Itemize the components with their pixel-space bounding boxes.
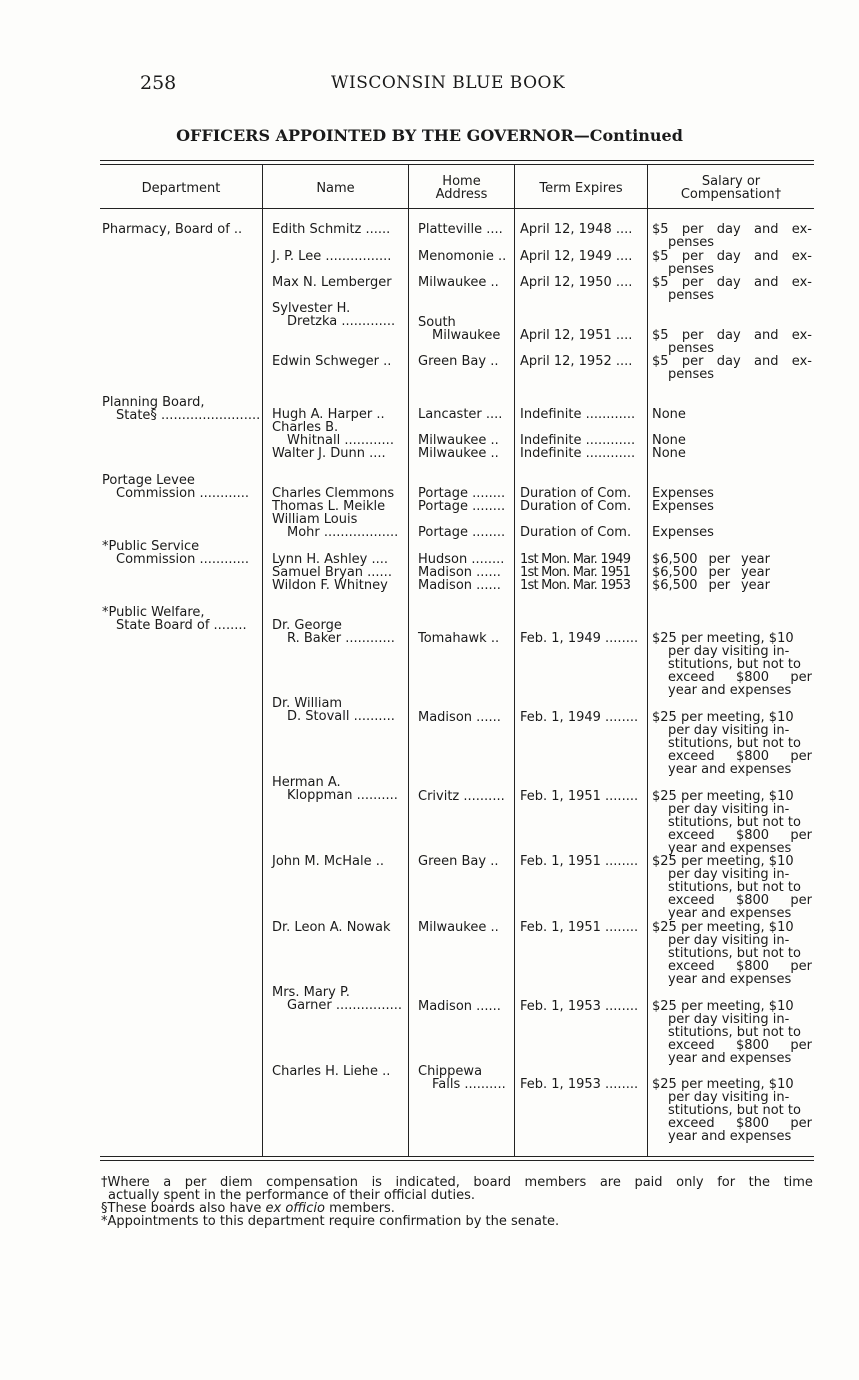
table-top-rule [100, 164, 814, 165]
term-expires: Feb. 1, 1951 ........ [520, 789, 639, 804]
term-expires: Indefinite ............ [520, 446, 636, 461]
column-divider [647, 165, 648, 1156]
home-address: Tomahawk .. [418, 631, 500, 646]
member-name: Charles H. Liehe .. [272, 1064, 391, 1079]
home-address: Menomonie .. [418, 249, 507, 264]
salary-cell: $6,500 per year [652, 552, 770, 567]
column-divider [262, 165, 263, 1156]
member-name: Edith Schmitz ...... [272, 222, 391, 237]
member-name: Wildon F. Whitney [272, 578, 388, 593]
member-name: Max N. Lemberger [272, 275, 392, 290]
home-address: Madison ...... [418, 999, 501, 1014]
salary-cell: $25 per meeting, $10 per day visiting in- stitutions, but not to exceed $800 per year and expenses [652, 854, 812, 921]
header-department: Department [141, 180, 221, 196]
home-address: Madison ...... [418, 565, 501, 580]
term-expires: April 12, 1948 .... [520, 222, 633, 237]
home-address: Chippewa Falls .......... [418, 1064, 506, 1092]
column-divider [408, 165, 409, 1156]
home-address: Milwaukee .. [418, 433, 499, 448]
salary-cell: $25 per meeting, $10 per day visiting in- stitutions, but not to exceed $800 per year and expenses [652, 999, 812, 1066]
member-name: Thomas L. Meikle [272, 499, 386, 514]
salary-cell: Expenses [652, 525, 714, 540]
salary-cell: $5 per day and ex- penses [652, 275, 812, 303]
header-salary: Salary or Compensation† [680, 174, 782, 202]
salary-cell: Expenses [652, 499, 714, 514]
salary-cell: $5 per day and ex- penses [652, 222, 812, 250]
home-address: Madison ...... [418, 710, 501, 725]
table-top-rule [100, 160, 814, 161]
term-expires: Indefinite ............ [520, 407, 636, 422]
member-name: Charles B. Whitnall ............ [272, 420, 394, 448]
member-name: Dr. William D. Stovall .......... [272, 696, 395, 724]
salary-cell: None [652, 433, 686, 448]
table-bottom-rule [100, 1160, 814, 1161]
salary-cell: None [652, 446, 686, 461]
member-name: Dr. Leon A. Nowak [272, 920, 391, 935]
term-expires: April 12, 1951 .... [520, 328, 633, 343]
salary-cell: $25 per meeting, $10 per day visiting in- stitutions, but not to exceed $800 per year and expenses [652, 710, 812, 777]
member-name: Mrs. Mary P. Garner ................ [272, 985, 402, 1013]
salary-cell: $25 per meeting, $10 per day visiting in- stitutions, but not to exceed $800 per year and expenses [652, 789, 812, 856]
term-expires: Feb. 1, 1953 ........ [520, 1077, 639, 1092]
dept-public-service: *Public Service Commission ............ [102, 539, 250, 567]
salary-cell: $5 per day and ex- penses [652, 328, 812, 356]
home-address: Green Bay .. [418, 354, 499, 369]
dept-pharmacy: Pharmacy, Board of .. [102, 222, 243, 237]
term-expires: April 12, 1949 .... [520, 249, 633, 264]
home-address: South Milwaukee [418, 315, 501, 343]
term-expires: Feb. 1, 1951 ........ [520, 920, 639, 935]
dept-planning: Planning Board, State§ ........................ [102, 395, 261, 423]
page-title: OFFICERS APPOINTED BY THE GOVERNOR—Continued [176, 126, 683, 145]
term-expires: Duration of Com. [520, 486, 632, 501]
term-expires: Feb. 1, 1949 ........ [520, 710, 639, 725]
dept-portage-levee: Portage Levee Commission ............ [102, 473, 250, 501]
header-rule [100, 208, 814, 209]
dept-public-welfare: *Public Welfare, State Board of ........ [102, 605, 247, 633]
member-name: Edwin Schweger .. [272, 354, 392, 369]
footnote-dagger: †Where a per diem compensation is indicated, board members are paid only for the time [101, 1175, 813, 1190]
term-expires: Feb. 1, 1949 ........ [520, 631, 639, 646]
home-address: Milwaukee .. [418, 920, 499, 935]
home-address: Portage ........ [418, 499, 506, 514]
term-expires: 1st Mon. Mar. 1949 [520, 552, 631, 567]
page-number: 258 [140, 72, 177, 94]
member-name: Hugh A. Harper .. [272, 407, 385, 422]
salary-cell: Expenses [652, 486, 714, 501]
salary-cell: $25 per meeting, $10 per day visiting in- stitutions, but not to exceed $800 per year and expenses [652, 920, 812, 987]
home-address: Milwaukee .. [418, 275, 499, 290]
home-address: Lancaster .... [418, 407, 503, 422]
term-expires: 1st Mon. Mar. 1951 [520, 565, 631, 580]
salary-cell: $25 per meeting, $10 per day visiting in- stitutions, but not to exceed $800 per year and expenses [652, 631, 812, 698]
member-name: John M. McHale .. [272, 854, 384, 869]
member-name: Dr. George R. Baker ............ [272, 618, 395, 646]
member-name: William Louis Mohr .................. [272, 512, 399, 540]
home-address: Madison ...... [418, 578, 501, 593]
footnote-dagger-cont: actually spent in the performance of their official duties. [108, 1188, 475, 1203]
member-name: Charles Clemmons [272, 486, 395, 501]
member-name: Samuel Bryan ...... [272, 565, 392, 580]
home-address: Portage ........ [418, 525, 506, 540]
term-expires: Feb. 1, 1953 ........ [520, 999, 639, 1014]
salary-cell: $5 per day and ex- penses [652, 249, 812, 277]
column-divider [514, 165, 515, 1156]
header-home-address: Home Address [435, 174, 488, 202]
header-name: Name [316, 180, 355, 196]
home-address: Milwaukee .. [418, 446, 499, 461]
salary-cell: $25 per meeting, $10 per day visiting in- stitutions, but not to exceed $800 per year and expenses [652, 1077, 812, 1144]
member-name: J. P. Lee ................ [272, 249, 392, 264]
member-name: Herman A. Kloppman .......... [272, 775, 398, 803]
member-name: Sylvester H. Dretzka ............. [272, 301, 396, 329]
term-expires: Feb. 1, 1951 ........ [520, 854, 639, 869]
term-expires: 1st Mon. Mar. 1953 [520, 578, 631, 593]
salary-cell: $5 per day and ex- penses [652, 354, 812, 382]
term-expires: April 12, 1952 .... [520, 354, 633, 369]
salary-cell: $6,500 per year [652, 578, 770, 593]
footnote-asterisk: *Appointments to this department require confirmation by the senate. [101, 1214, 560, 1229]
term-expires: Duration of Com. [520, 499, 632, 514]
footnote-section: §These boards also have ex officio members. [101, 1201, 395, 1216]
home-address: Platteville .... [418, 222, 503, 237]
salary-cell: None [652, 407, 686, 422]
term-expires: Indefinite ............ [520, 433, 636, 448]
term-expires: Duration of Com. [520, 525, 632, 540]
salary-cell: $6,500 per year [652, 565, 770, 580]
header-term-expires: Term Expires [539, 180, 623, 196]
footnotes [101, 1176, 813, 1228]
member-name: Walter J. Dunn .... [272, 446, 386, 461]
home-address: Hudson ........ [418, 552, 505, 567]
table-bottom-rule [100, 1156, 814, 1157]
member-name: Lynn H. Ashley .... [272, 552, 389, 567]
home-address: Green Bay .. [418, 854, 499, 869]
running-head: WISCONSIN BLUE BOOK [331, 73, 566, 93]
home-address: Portage ........ [418, 486, 506, 501]
home-address: Crivitz .......... [418, 789, 505, 804]
term-expires: April 12, 1950 .... [520, 275, 633, 290]
